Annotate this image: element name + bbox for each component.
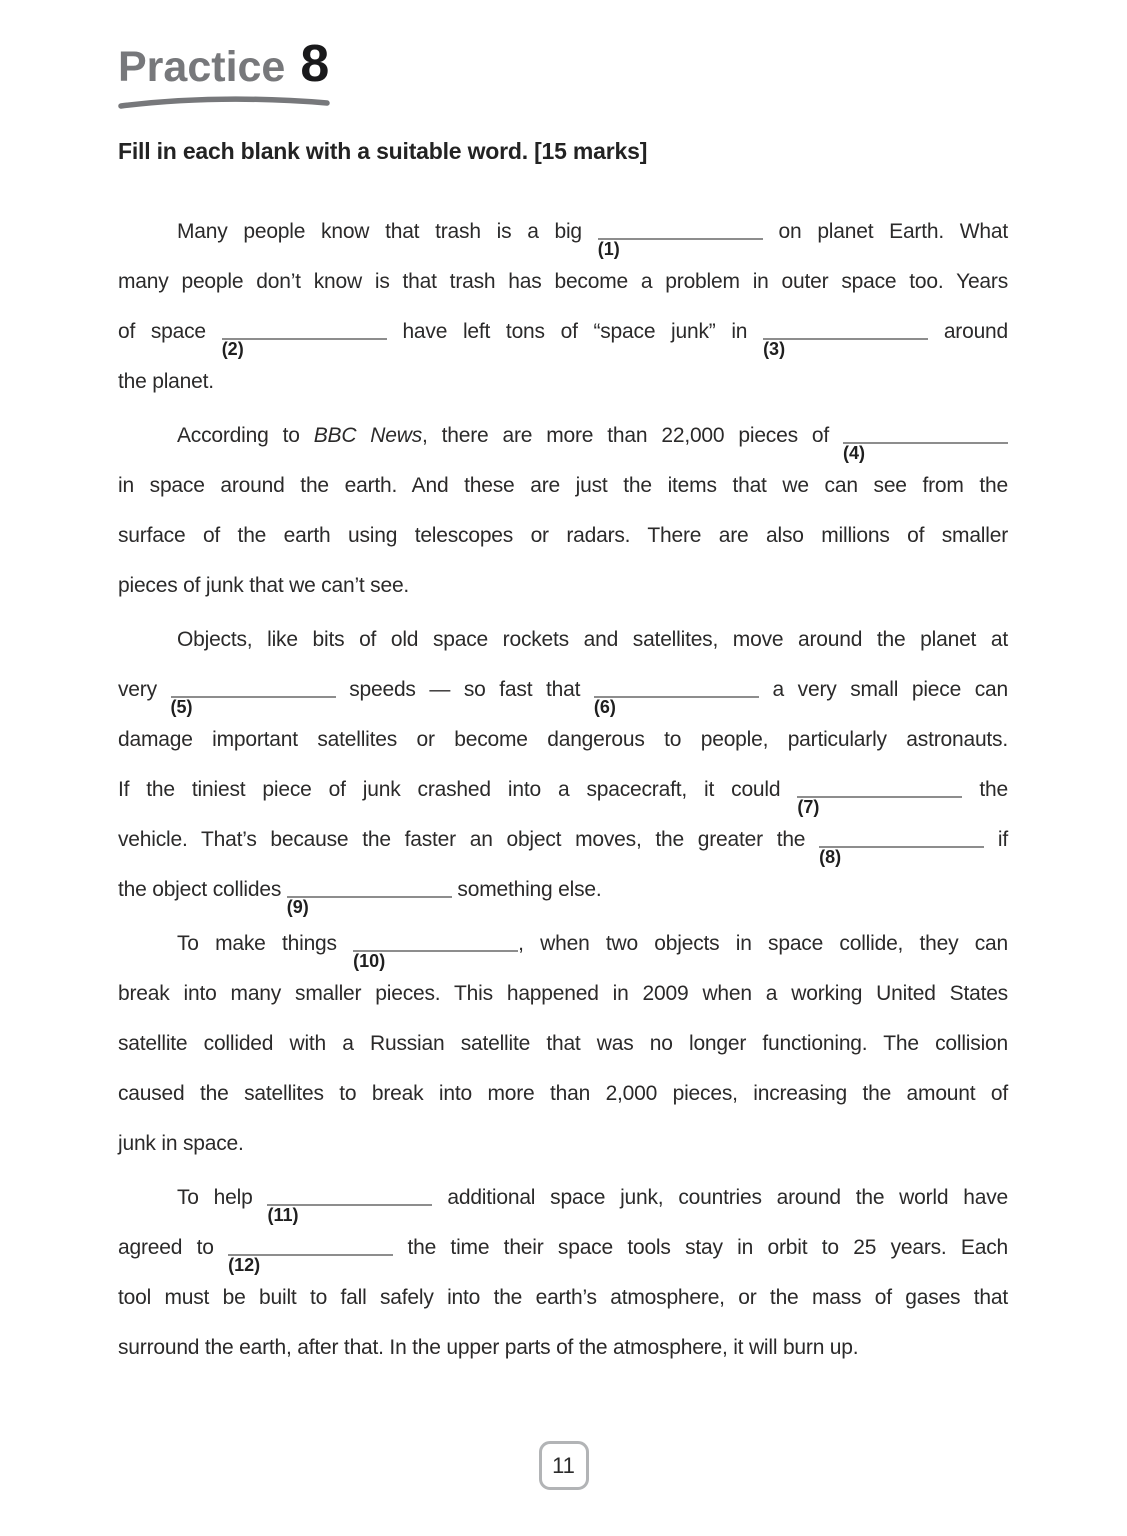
text-segment: If the tiniest piece of junk crashed into a spacecraft, it could <box>118 778 798 801</box>
text-segment: agreed to <box>118 1236 229 1259</box>
text-segment: surface of the earth using telescopes or radars. There are also millions of smaller <box>118 524 1008 547</box>
blank-number: (2) <box>221 339 244 359</box>
text-line <box>118 207 1008 257</box>
text-line <box>118 969 1008 1019</box>
passage <box>118 207 1008 1373</box>
blank-number: (9) <box>286 897 309 917</box>
blank-number: (11) <box>267 1205 299 1225</box>
blank-field <box>763 316 928 359</box>
text-segment: satellite collided with a Russian satellite that was no longer functioning. The collision <box>118 1032 1008 1055</box>
text-segment: on planet Earth. What <box>762 220 1009 243</box>
instruction-text: Fill in each blank with a suitable word. [15 marks] <box>118 138 648 164</box>
blank-number: (5) <box>170 697 193 717</box>
text-segment: tool must be built to fall safely into the earth’s atmosphere, or the mass of gases that <box>118 1286 1008 1309</box>
text-segment: many people don’t know is that trash has become a problem in outer space too. Years <box>118 270 1008 293</box>
text-segment: , when two objects in space collide, they can <box>518 932 1008 955</box>
blank-field <box>228 1232 393 1275</box>
blank-number: (1) <box>597 239 620 259</box>
text-segment: speeds — so fast that <box>335 678 594 701</box>
blank-number: (8) <box>819 847 842 867</box>
text-line <box>118 357 1008 407</box>
text-line <box>118 1069 1008 1119</box>
paragraph <box>118 919 1008 1169</box>
text-segment: the time their space tools stay in orbit to 25 years. Each <box>393 1236 1008 1259</box>
text-line <box>118 1323 1008 1373</box>
text-line <box>118 665 1008 715</box>
text-line <box>118 865 1008 915</box>
text-segment: in space around the earth. And these are just the items that we can see from the <box>118 474 1008 497</box>
text-segment: pieces of junk that we can’t see. <box>118 574 410 597</box>
text-segment: damage important satellites or become dangerous to people, particularly astronauts. <box>118 728 1008 751</box>
text-segment: a very small piece can <box>758 678 1008 701</box>
text-segment: the object collides <box>118 878 287 901</box>
paragraph <box>118 207 1008 407</box>
text-segment: , there are more than 22,000 pieces of <box>422 424 844 447</box>
page-number: 11 <box>552 1452 575 1478</box>
blank-number: (3) <box>763 339 786 359</box>
text-segment: very <box>118 678 171 701</box>
blank-number: (6) <box>593 697 616 717</box>
text-segment: around <box>928 320 1009 343</box>
text-segment: of space <box>118 320 222 343</box>
text-segment: if <box>984 828 1008 851</box>
text-segment: To make things <box>177 932 354 955</box>
text-segment: something else. <box>451 878 602 901</box>
page-title <box>118 35 330 110</box>
blank-number: (10) <box>353 951 386 971</box>
text-line <box>118 1119 1008 1169</box>
text-segment: junk in space. <box>118 1132 244 1155</box>
text-line <box>118 815 1008 865</box>
text-segment: additional space junk, countries around the world have <box>432 1186 1008 1209</box>
text-line <box>118 765 1008 815</box>
text-line <box>118 307 1008 357</box>
blank-number: (7) <box>797 797 820 817</box>
text-line <box>118 1273 1008 1323</box>
text-segment: vehicle. That’s because the faster an object moves, the greater the <box>118 828 820 851</box>
text-segment: the <box>962 778 1008 801</box>
title-row <box>118 35 330 93</box>
text-segment: have left tons of “space junk” in <box>386 320 764 343</box>
text-segment: According to <box>177 424 314 447</box>
text-line <box>118 1173 1008 1223</box>
text-segment: Many people know that trash is a big <box>177 220 598 243</box>
page-number-badge <box>539 1441 589 1490</box>
text-segment: Objects, like bits of old space rockets and satellites, move around the planet at <box>177 628 1008 651</box>
blank-field <box>593 674 759 717</box>
blank-field <box>819 824 984 867</box>
blank-field <box>843 420 1008 463</box>
text-line <box>118 715 1008 765</box>
text-line <box>118 615 1008 665</box>
text-line <box>118 1019 1008 1069</box>
blank-field <box>221 316 387 359</box>
text-line <box>118 411 1008 461</box>
blank-field <box>267 1182 432 1225</box>
text-line <box>118 257 1008 307</box>
title-practice-number: 8 <box>300 35 330 93</box>
text-line <box>118 461 1008 511</box>
text-segment: surround the earth, after that. In the upper parts of the atmosphere, it will burn up. <box>118 1336 859 1359</box>
text-line <box>118 511 1008 561</box>
blank-field <box>170 674 336 717</box>
text-segment: the planet. <box>118 370 214 393</box>
paragraph <box>118 411 1008 611</box>
text-segment: break into many smaller pieces. This happened in 2009 when a working United States <box>118 982 1008 1005</box>
blank-field <box>353 928 518 971</box>
blank-field <box>597 216 763 259</box>
blank-number: (4) <box>843 443 866 463</box>
text-segment: To help <box>177 1186 268 1209</box>
blank-field <box>797 774 962 817</box>
text-line <box>118 919 1008 969</box>
paragraph <box>118 615 1008 915</box>
title-underline-swoosh-icon <box>118 94 330 110</box>
text-segment: caused the satellites to break into more than 2,000 pieces, increasing the amount of <box>118 1082 1008 1105</box>
text-line <box>118 1223 1008 1273</box>
text-line <box>118 561 1008 611</box>
text-segment: BBC News <box>313 424 422 447</box>
paragraph <box>118 1173 1008 1373</box>
title-practice-label: Practice <box>118 43 286 91</box>
blank-field <box>286 874 452 917</box>
blank-number: (12) <box>228 1255 261 1275</box>
